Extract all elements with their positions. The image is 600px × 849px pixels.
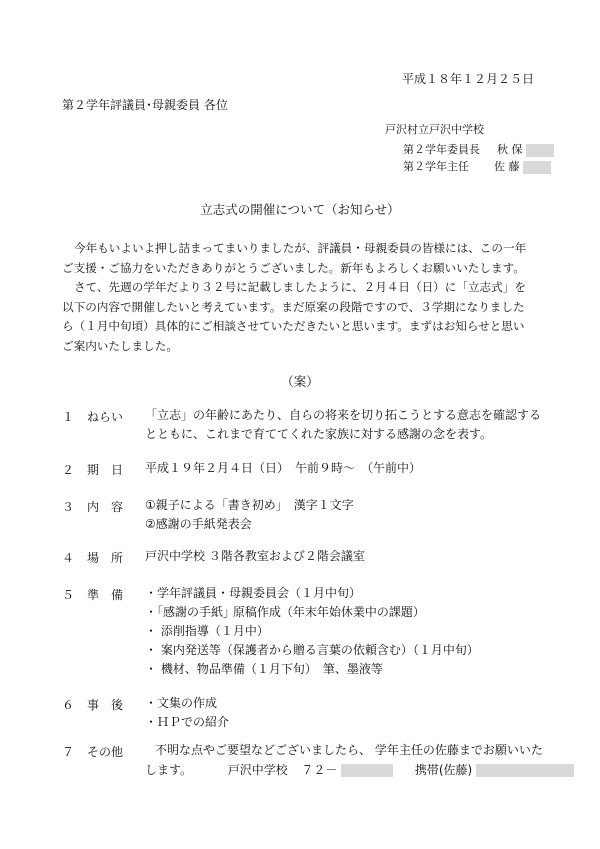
item-line: ・｢感謝の手紙｣ 原稿作成（年末年始休業中の課題）: [145, 605, 425, 619]
item-line: ・学年評議員・母親委員会（１月中旬）: [145, 586, 362, 600]
item-number: １: [62, 410, 75, 424]
redaction-box: [341, 764, 393, 777]
redaction-box: [476, 764, 574, 777]
contact-prefix: します。: [145, 763, 193, 777]
sender-leader-role: 第２学年主任: [403, 160, 469, 173]
item-line: ・ 機材、物品準備（１月下旬） 筆、墨液等: [145, 662, 383, 676]
item-line: とともに、これまで育ててくれた家族に対する感謝の念を表す。: [145, 427, 493, 441]
item-line: 不明な点やご要望などございましたら、 学年主任の佐藤までお願いいた: [155, 743, 543, 757]
sender-chair-role: 第２学年委員長: [403, 143, 480, 156]
item-heading: 期 日: [87, 463, 124, 477]
sender-chair: [403, 143, 554, 157]
item-number: ３: [62, 500, 75, 514]
intro-line: ご案内いたしました。: [62, 338, 178, 353]
item-number: ２: [62, 463, 75, 477]
item-body: [155, 741, 543, 760]
item-body: [145, 459, 421, 478]
item-body: [145, 547, 365, 566]
item-number: ４: [62, 551, 75, 565]
item-line: ①親子による「書き初め」 漢字１文字: [145, 498, 354, 512]
addressee: 第２学年評議員･母親委員 各位: [62, 98, 228, 112]
document-title: 立志式の開催について（お知らせ）: [200, 202, 400, 217]
item-body: [145, 406, 541, 444]
intro-line: さて、先週の学年だより３２号に記載しましたように、２月４日（日）に「立志式」を: [74, 280, 526, 295]
item-number: ６: [62, 698, 75, 712]
item-body: [145, 496, 354, 534]
intro-line: ご支援・ご協力をいただきありがとうございました。新年もよろしくお願いいたします。: [62, 260, 525, 275]
item-number: ７: [62, 745, 75, 759]
intro-line: 今年もいよいよ押し詰まってまいりましたが、評議員・母親委員の皆様には、この一年: [74, 241, 527, 255]
item-line: 戸沢中学校 ３階各教室および２階会議室: [145, 549, 365, 563]
intro-paragraph: [62, 239, 548, 357]
item-heading: ねらい: [87, 410, 124, 424]
item-line: 平成１９年２月４日（日） 午前９時～ （午前中）: [145, 461, 422, 475]
item-line: ・文集の作成: [145, 696, 218, 710]
redaction-box: [526, 144, 554, 157]
item-line: ・ＨＰでの紹介: [145, 715, 230, 729]
item-heading: 内 容: [87, 500, 124, 514]
item-number: ５: [62, 588, 75, 602]
sender-leader-name: 佐 藤: [494, 160, 520, 173]
intro-line: 以下の内容で開催したいと考えています。まだ原案の段階ですので、３学期になりました: [62, 299, 525, 314]
document-date: 平成１８年１２月２５日: [402, 72, 535, 86]
sender-school: 戸沢村立戸沢中学校: [385, 123, 484, 136]
sender-chair-name: 秋 保: [497, 143, 523, 156]
intro-line: ら（１月中旬頃）具体的にご相談させていただきたいと思います。まずはお知らせと思い: [62, 319, 525, 334]
plan-heading: （案）: [281, 374, 319, 389]
item-heading: その他: [87, 745, 124, 759]
contact-phone-prefix: ７２－: [301, 763, 338, 777]
item-heading: 事 後: [87, 698, 124, 712]
item-line: ②感謝の手紙発表会: [145, 517, 252, 531]
contact-school: 戸沢中学校: [227, 763, 288, 777]
item-heading: 場 所: [87, 551, 124, 565]
redaction-box: [523, 161, 551, 174]
item-body: [145, 584, 479, 679]
item-line: 「立志」の年齢にあたり、自らの将来を切り拓こうとする意志を確認する: [145, 408, 542, 422]
item-heading: 準 備: [87, 588, 124, 602]
contact-mobile-label: 携帯(佐藤): [414, 763, 473, 777]
item-line: ・ 案内発送等（保護者から贈る言葉の依頼含む）（１月中旬）: [145, 643, 479, 657]
item-line: ・ 添削指導（１月中）: [145, 624, 269, 638]
contact-line: [145, 763, 574, 778]
sender-leader: [403, 160, 551, 174]
item-body: [145, 694, 229, 732]
